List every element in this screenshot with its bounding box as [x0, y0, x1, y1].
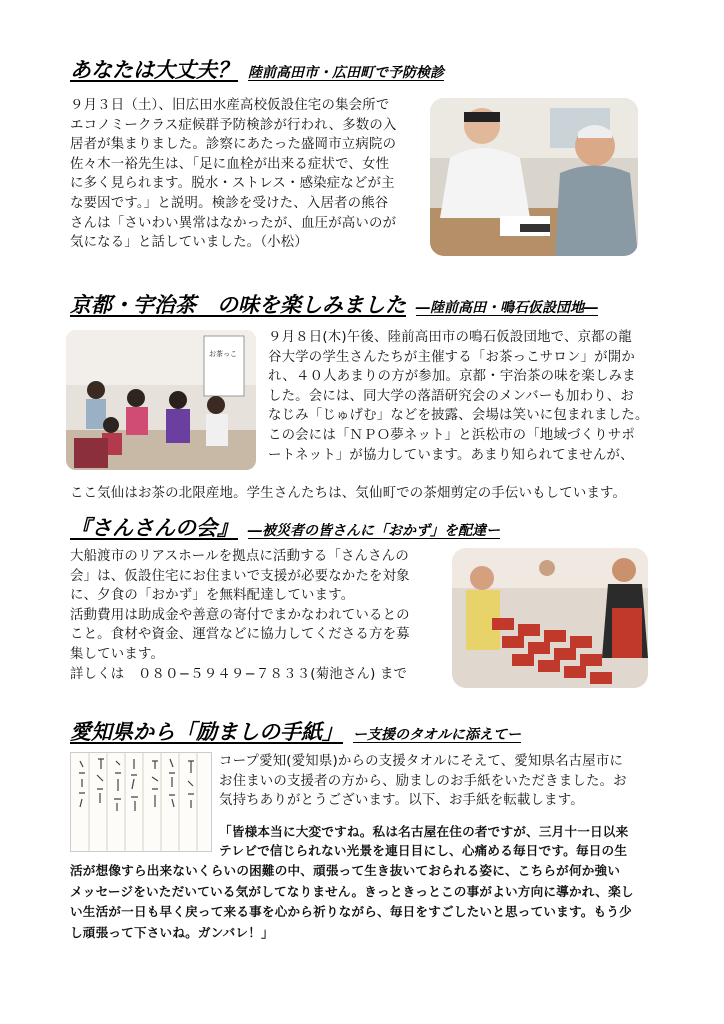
section1-subtitle: 陸前高田市・広田町で予防検診 [248, 65, 444, 81]
body-line: 佐々木一裕先生は、「足に血栓が出来る症状で、女性 [70, 156, 390, 172]
body-line: この会には「ＮＰＯ夢ネット」と浜松市の「地域づくりサポ [268, 427, 635, 443]
body-line: した。会には、同大学の落語研究会のメンバーも加わり、お [268, 388, 635, 404]
body-line: こと。食材や資金、運営などに協力してくださる方を募 [70, 627, 410, 643]
tea-salon-photo [66, 330, 256, 470]
section4-heading [70, 716, 521, 746]
section3-heading [70, 512, 500, 542]
body-line: 活動費用は助成金や善意の寄付でまかなわれているとの [70, 607, 410, 623]
body-line: に、夕食の「おかず」を無料配達しています。 [70, 588, 355, 604]
body-line: お住まいの支援者の方から、励ましのお手紙をいただきました。お [219, 773, 627, 789]
body-line: な要因です。」と説明。検診を受けた、入居者の熊谷 [70, 195, 389, 211]
body-line: 大船渡市のリアスホールを拠点に活動する「さんさんの [70, 549, 409, 564]
body-line: 会」は、仮設住宅にお住まいで支援が必要なかたを対象 [70, 568, 410, 584]
salon-sign-text: お茶っこ [209, 350, 237, 358]
section2-heading [70, 289, 598, 319]
section4-subtitle: ー支援のタオルに添えてー [353, 727, 521, 743]
body-line: 居者が集まりました。診察にあたった盛岡市立病院の [70, 137, 397, 153]
section2-body-full [70, 484, 690, 504]
body-line: さんは「さいわい異常はなかったが、血圧が高いのが [70, 215, 397, 231]
body-line: ここ気仙はお茶の北限産地。学生さんたちは、気仙町での茶畑剪定の手伝いもしています。 [70, 486, 627, 501]
letter-quote-bottom [70, 861, 690, 943]
quote-line: 「皆様本当に大変ですね。私は名古屋在住の者ですが、三月十一日以来 [219, 824, 629, 839]
quote-line: 活が想像すら出来ないくらいの困難の中、頑張って生き抜いておられる姿に、こちらが何か強い [70, 863, 621, 878]
body-line: 詳しくは ０８０−５９４９−７８３３(菊池さん) まで [70, 666, 408, 682]
section3-subtitle: ―被災者の皆さんに「おかず」を配達ー [248, 523, 500, 539]
body-line: なじみ「じゅげむ」などを披露、会場は笑いに包まれました。 [268, 408, 649, 424]
body-line: に多く見られます。脱水・ストレス・感染症などが主 [70, 176, 395, 192]
letter-photo [70, 752, 212, 852]
body-line: エコノミークラス症候群予防検診が行われ、多数の入 [70, 117, 397, 133]
quote-line: メッセージをいただいている気がしてなりません。きっときっとこの事がよい方向に導かれ、楽し [70, 883, 634, 899]
quote-line: い生活が一日も早く戻って来る事を心から祈りながら、毎日をすごしたいと思っています。もう少 [70, 904, 632, 920]
quote-line: テレビで信じられない光景を連日目にし、心痛める毎日です。毎日の生 [219, 843, 628, 859]
body-line: 気になる」と話していました。（小松） [70, 235, 308, 251]
quote-line: し頑張って下さいね。ガンバレ！」 [70, 924, 274, 940]
body-line: コープ愛知(愛知県)からの支援タオルにそえて、愛知県名古屋市に [219, 754, 624, 769]
section3-title: 『さんさんの会』 [70, 516, 238, 540]
section1-body [70, 96, 420, 253]
body-line: ９月３日（土）、旧広田水産高校仮設住宅の集会所で [70, 98, 390, 113]
section1-heading [70, 54, 444, 84]
body-line: 谷大学の学生さんたちが主催する「お茶っこサロン」が開か [268, 349, 635, 365]
section4-intro [219, 752, 699, 811]
section2-body-right [268, 328, 688, 465]
body-line: 集しています。 [70, 646, 165, 662]
medical-checkup-photo [430, 98, 638, 256]
body-line: 気持ちありがとうございます。以下、お手紙を転載します。 [219, 793, 584, 809]
section3-body [70, 547, 440, 684]
food-preparation-photo [452, 548, 648, 688]
letter-quote-top [219, 822, 699, 861]
section2-title: 京都・宇治茶 の味を楽しみました [70, 293, 406, 317]
section4-title: 愛知県から「励ましの手紙」 [70, 720, 343, 744]
body-line: ９月８日(木)午後、陸前高田市の鳴石仮設団地で、京都の龍 [268, 330, 632, 345]
body-line: ートネット」が協力しています。あまり知られてませんが、 [268, 447, 634, 463]
section1-title: あなたは大丈夫？ [70, 58, 238, 82]
body-line: れ、４０人あまりの方が参加。京都・宇治茶の味を楽しみま [268, 369, 636, 385]
section2-subtitle: ―陸前高田・鳴石仮設団地― [416, 300, 598, 316]
